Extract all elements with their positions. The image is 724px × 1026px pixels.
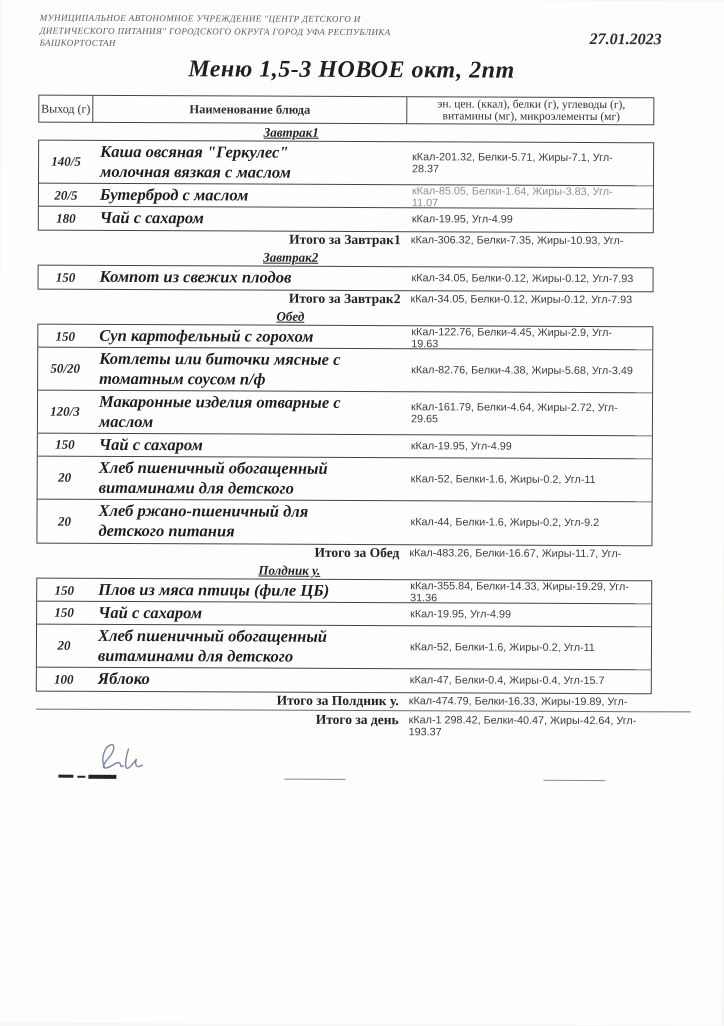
nutrition-cell: кКал-201.32, Белки-5.71, Жиры-7.1, Угл- 28.37 <box>412 151 613 175</box>
portion-cell: 100 <box>54 671 74 687</box>
total-label: Итого за Завтрак2 <box>288 290 401 307</box>
nutrition-cell: кКал-52, Белки-1.6, Жиры-0.2, Угл-11 <box>409 640 595 654</box>
portion-cell: 20/5 <box>54 187 78 203</box>
total-value: кКал-483.26, Белки-16.67, Жиры-11.7, Угл- <box>409 547 622 561</box>
menu-content <box>36 95 655 740</box>
section-heading-lunch: Обед <box>276 308 305 324</box>
table-row <box>38 434 652 460</box>
table-row <box>39 207 653 233</box>
nutrition-cell: кКал-44, Белки-1.6, Жиры-0.2, Угл-9.2 <box>410 516 600 530</box>
table-row <box>37 579 651 605</box>
total-label: Итого за Обед <box>314 544 400 561</box>
table-row <box>38 348 652 394</box>
section-total-breakfast1 <box>38 231 654 251</box>
dish-cell: Чай с сахаром <box>98 434 203 455</box>
table-row <box>37 668 651 694</box>
section-table-breakfast1 <box>38 140 654 234</box>
section-table-lunch <box>36 324 653 547</box>
table-row <box>38 325 652 351</box>
dish-cell: Котлеты или биточки мясные с томатным соусом п/ф <box>99 348 341 389</box>
dish-cell: Компот из свежих плодов <box>99 266 292 287</box>
section-table-snack <box>36 578 652 695</box>
nutrition-cell: кКал-85.05, Белки-1.64, Жиры-3.83, Угл- 11.07 <box>411 185 613 209</box>
column-header-nutrition: эн. цен. (ккал), белки (г), углеводы (г), витамины (мг), микроэлементы (мг) <box>437 97 626 124</box>
portion-cell: 20 <box>58 469 72 485</box>
dish-cell: Суп картофельный с горохом <box>99 325 314 346</box>
table-row <box>37 602 651 628</box>
total-value: кКал-474.79, Белки-16.33, Жиры-19.89, Угл- <box>408 695 628 709</box>
signature-underline <box>77 776 85 778</box>
table-row <box>39 184 653 210</box>
portion-cell: 150 <box>54 582 74 598</box>
nutrition-cell: кКал-19.95, Угл-4.99 <box>410 607 512 621</box>
dish-cell: Макаронные изделия отварные с маслом <box>98 391 341 432</box>
signature <box>90 739 160 779</box>
column-header-dish: Наименование блюда <box>93 96 407 123</box>
portion-cell: 120/3 <box>50 403 80 419</box>
table-row <box>39 266 653 292</box>
dish-cell: Хлеб пшеничный обогащенный витаминами для детского <box>98 457 328 498</box>
table-row <box>39 141 653 187</box>
nutrition-cell: кКал-82.76, Белки-4.38, Жиры-5.68, Угл-3.49 <box>411 363 633 377</box>
dish-cell: Чай с сахаром <box>99 207 204 228</box>
signature-underline <box>88 775 116 779</box>
table-row <box>38 457 652 503</box>
section-heading-snack: Полдник у. <box>258 562 321 578</box>
dish-cell: Хлеб пшеничный обогащенный витаминами для детского <box>97 625 328 666</box>
signature-line-middle <box>284 779 345 781</box>
nutrition-cell: кКал-52, Белки-1.6, Жиры-0.2, Угл-11 <box>410 472 596 486</box>
day-total-label: Итого за день <box>315 711 399 728</box>
page-title: Меню 1,5-3 НОВОЕ окт, 2пт <box>188 56 515 84</box>
section-heading-breakfast2: Завтрак2 <box>263 249 319 265</box>
document-date: 27.01.2023 <box>589 30 662 49</box>
nutrition-cell: кКал-34.05, Белки-0.12, Жиры-0.12, Угл-7.93 <box>411 272 634 286</box>
day-total-value: кКал-1 298.42, Белки-40.47, Жиры-42.64, Угл- 193.37 <box>408 714 637 739</box>
table-row <box>37 625 651 671</box>
signature-line-right <box>543 780 605 782</box>
table-row <box>37 500 651 546</box>
portion-cell: 50/20 <box>50 360 81 376</box>
section-total-breakfast2 <box>37 290 653 310</box>
nutrition-cell: кКал-161.79, Белки-4.64, Жиры-2.72, Угл- 29.65 <box>410 401 618 425</box>
dish-cell: Чай с сахаром <box>98 602 203 623</box>
day-total-row <box>36 711 652 740</box>
portion-cell: 150 <box>54 604 74 620</box>
portion-cell: 20 <box>57 513 72 529</box>
portion-cell: 150 <box>55 269 76 285</box>
portion-cell: 150 <box>55 328 76 344</box>
table-header-row <box>38 95 654 126</box>
nutrition-cell: кКал-19.95, Угл-4.99 <box>410 439 512 453</box>
portion-cell: 150 <box>55 436 75 452</box>
portion-cell: 140/5 <box>51 153 81 169</box>
total-value: кКал-306.32, Белки-7.35, Жиры-10.93, Угл- <box>410 234 624 248</box>
nutrition-cell: кКал-355.84, Белки-14.33, Жиры-19.29, Угл- 31.36 <box>410 580 629 604</box>
signature-underline <box>58 775 73 778</box>
dish-cell: Бутерброд с маслом <box>99 184 249 205</box>
section-table-breakfast2 <box>38 265 654 293</box>
total-label: Итого за Полдник у. <box>276 692 399 709</box>
dish-cell: Хлеб ржано-пшеничный для детского питания <box>98 500 309 541</box>
dish-cell: Яблоко <box>97 668 150 689</box>
nutrition-cell: кКал-47, Белки-0.4, Жиры-0.4, Угл-15.7 <box>409 674 605 688</box>
column-header-output: Выход (г) <box>39 96 93 122</box>
total-value: кКал-34.05, Белки-0.12, Жиры-0.12, Угл-7.93 <box>410 293 633 307</box>
section-total-lunch <box>36 544 652 564</box>
table-row <box>38 391 652 437</box>
dish-cell: Каша овсяная "Геркулес" молочная вязкая с маслом <box>99 141 291 182</box>
dish-cell: Плов из мяса птицы (филе ЦБ) <box>98 579 330 600</box>
portion-cell: 20 <box>57 637 71 653</box>
section-heading-breakfast1: Завтрак1 <box>263 124 319 140</box>
nutrition-cell: кКал-122.76, Белки-4.45, Жиры-2.9, Угл- 19.63 <box>411 326 613 350</box>
total-label: Итого за Завтрак1 <box>289 231 401 248</box>
organization-name: МУНИЦИПАЛЬНОЕ АВТОНОМНОЕ УЧРЕЖДЕНИЕ "ЦЕНТР ДЕТСКОГО И ДИЕТИЧЕСКОГО ПИТАНИЯ" ГОРОДСКОГО ОКРУГА ГОРОД УФА РЕСПУБЛИКА БАШКОРТОСТАН <box>39 12 391 48</box>
portion-cell: 180 <box>56 210 76 226</box>
nutrition-cell: кКал-19.95, Угл-4.99 <box>411 213 513 226</box>
